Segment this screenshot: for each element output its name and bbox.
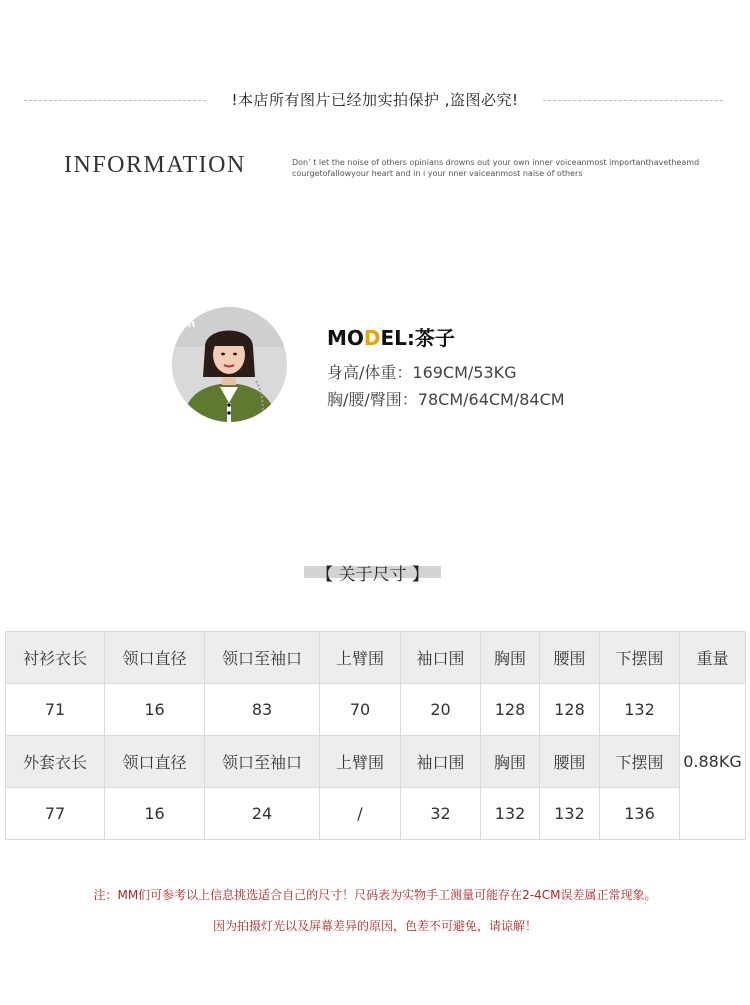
table-header-cell: 下摆围 (600, 632, 680, 684)
weight-value-cell: 0.88KG (680, 684, 746, 840)
size-section-title: 【 关于尺寸 】 (316, 565, 429, 585)
model-measurements: 胸/腰/臀围：78CM/64CM/84CM (327, 390, 565, 409)
information-description (292, 157, 712, 179)
table-cell: 20 (401, 684, 481, 736)
information-title: INFORMATION (64, 152, 246, 178)
table-cell: 136 (600, 788, 680, 840)
avatar-text: on (180, 317, 196, 330)
table-cell: / (320, 788, 401, 840)
coat-value-row (6, 788, 746, 840)
table-header-cell: 领口直径 (105, 736, 205, 788)
divider-right (543, 100, 723, 101)
table-header-cell: 胸围 (481, 632, 540, 684)
table-cell: 83 (205, 684, 320, 736)
table-header-cell: 领口直径 (105, 632, 205, 684)
table-cell: 128 (540, 684, 600, 736)
table-cell: 132 (600, 684, 680, 736)
table-header-cell: 领口至袖口 (205, 736, 320, 788)
table-cell: 132 (481, 788, 540, 840)
table-cell: 16 (105, 684, 205, 736)
model-height-weight: 身高/体重：169CM/53KG (327, 363, 517, 382)
table-header-cell: 胸围 (481, 736, 540, 788)
table-header-cell: 袖口围 (401, 736, 481, 788)
information-desc-line1: Don’ t let the noise of others opinians drowns out your own inner voiceanmost importanthavetheamd (292, 158, 700, 167)
model-label-mo: MO (327, 326, 364, 350)
table-cell: 71 (6, 684, 105, 736)
copyright-notice: !本店所有图片已经加实拍保护 ,盗图必究! (231, 91, 519, 109)
table-header-cell: 领口至袖口 (205, 632, 320, 684)
table-header-cell: 上臂围 (320, 632, 401, 684)
model-name-heading (327, 322, 455, 351)
weight-header-cell: 重量 (680, 632, 746, 684)
table-header-cell: 腰围 (540, 632, 600, 684)
table-cell: 70 (320, 684, 401, 736)
table-header-cell: 外套衣长 (6, 736, 105, 788)
model-label-d: D (363, 326, 381, 350)
shirt-header-row (6, 632, 746, 684)
table-cell: 77 (6, 788, 105, 840)
table-header-cell: 衬衫衣长 (6, 632, 105, 684)
size-table (5, 631, 746, 840)
information-desc-line2: courgetofallowyour heart and in i your nner vaiceanmost naise of others (292, 169, 583, 178)
shirt-value-row (6, 684, 746, 736)
model-label-el: EL: (380, 326, 415, 350)
size-note-line2: 因为拍摄灯光以及屏幕差异的原因，色差不可避免，请谅解！ (212, 919, 537, 933)
table-cell: 128 (481, 684, 540, 736)
model-name: 茶子 (414, 326, 455, 350)
table-cell: 132 (540, 788, 600, 840)
table-cell: 24 (205, 788, 320, 840)
table-header-cell: 腰围 (540, 736, 600, 788)
table-header-cell: 下摆围 (600, 736, 680, 788)
coat-header-row (6, 736, 746, 788)
table-header-cell: 袖口围 (401, 632, 481, 684)
divider-left (24, 100, 206, 101)
table-header-cell: 上臂围 (320, 736, 401, 788)
table-cell: 16 (105, 788, 205, 840)
size-note-line1: 注：MM们可参考以上信息挑选适合自己的尺寸！尺码表为实物手工测量可能存在2-4CM误差属正常现象。 (93, 888, 657, 902)
table-cell: 32 (401, 788, 481, 840)
model-avatar (172, 307, 287, 422)
